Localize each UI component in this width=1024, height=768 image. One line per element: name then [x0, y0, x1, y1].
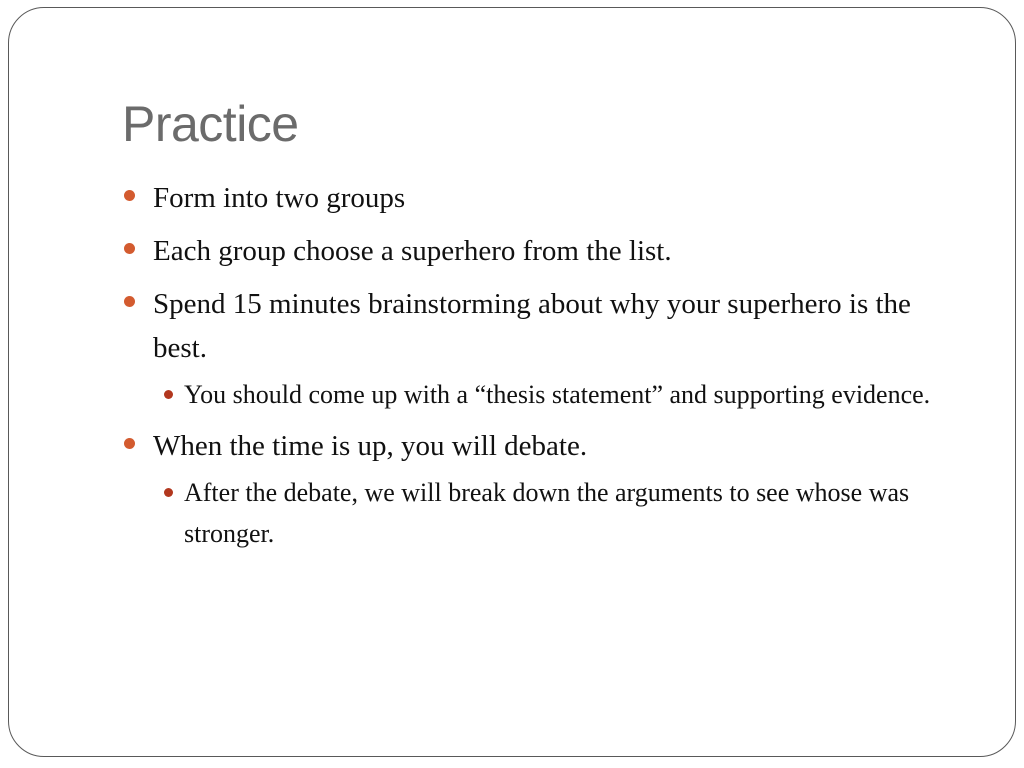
bullet-dot-icon: [124, 296, 135, 307]
bullet-list: [122, 176, 957, 563]
bullet-text: When the time is up, you will debate.: [153, 430, 588, 462]
bullet-item: [122, 424, 957, 468]
bullet-text: Spend 15 minutes brainstorming about why your superhero is the best.: [153, 288, 911, 364]
slide: [8, 7, 1016, 757]
sub-bullet-dot-icon: [164, 390, 173, 399]
slide-title: Practice: [122, 96, 299, 152]
sub-bullet-dot-icon: [164, 488, 173, 497]
bullet-item: [122, 282, 957, 370]
sub-bullet-text: You should come up with a “thesis statement” and supporting evidence.: [184, 380, 931, 409]
bullet-dot-icon: [124, 243, 135, 254]
bullet-item: [122, 229, 957, 273]
bullet-dot-icon: [124, 438, 135, 449]
bullet-dot-icon: [124, 190, 135, 201]
sub-bullet-item: [122, 472, 957, 554]
sub-bullet-text: After the debate, we will break down the arguments to see whose was stronger.: [184, 478, 910, 548]
bullet-item: [122, 176, 957, 220]
bullet-text: Each group choose a superhero from the list.: [153, 235, 672, 267]
bullet-text: Form into two groups: [153, 182, 406, 214]
sub-bullet-item: [122, 374, 957, 415]
